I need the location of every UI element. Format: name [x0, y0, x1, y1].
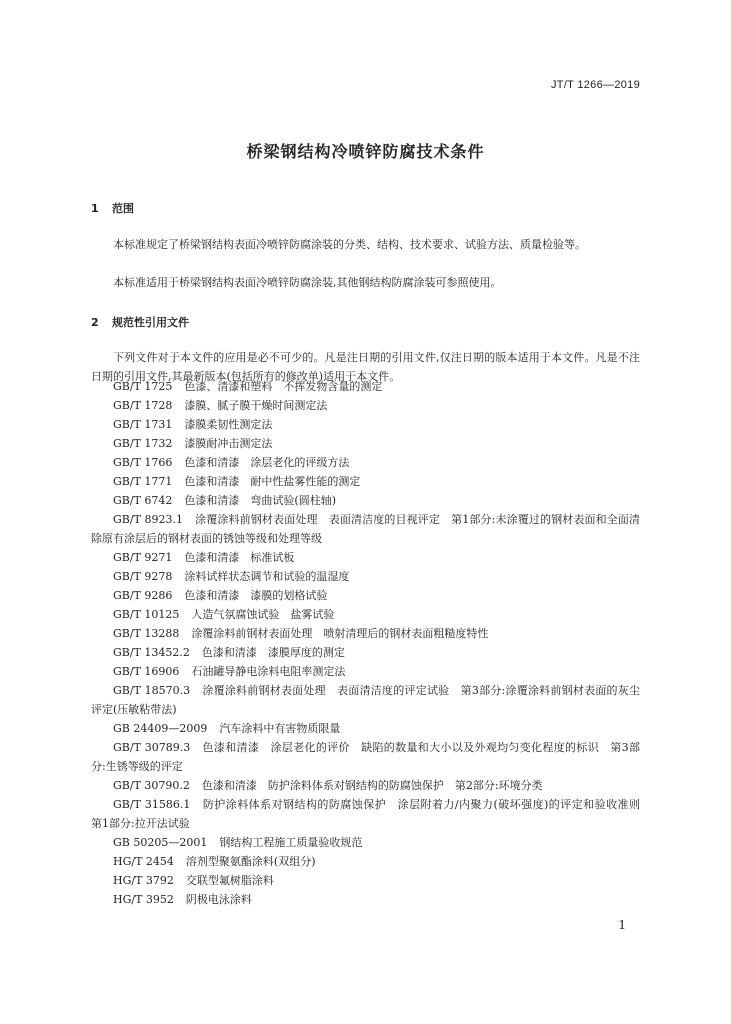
- reference-title: 涂覆涂料前钢材表面处理 表面清洁度的目视评定 第1部分:未涂覆过的钢材表面和全面清除原有涂层后的钢材表面的锈蚀等级和处理等级: [91, 513, 640, 545]
- reference-title: 色漆和清漆 漆膜厚度的测定: [201, 646, 345, 659]
- reference-title: 涂覆涂料前钢材表面处理 喷射清理后的钢材表面粗糙度特性: [191, 627, 489, 640]
- reference-code: GB 50205—2001: [113, 836, 208, 849]
- reference-item: [91, 567, 640, 586]
- reference-code: GB/T 1732: [113, 437, 173, 450]
- reference-title: 色漆和清漆 耐中性盐雾性能的测定: [184, 475, 361, 488]
- document-title: 桥梁钢结构冷喷锌防腐技术条件: [246, 142, 485, 161]
- reference-code: GB/T 9278: [113, 570, 173, 583]
- reference-item: [91, 396, 640, 415]
- reference-title: 色漆和清漆 弯曲试验(圆柱轴): [184, 494, 336, 507]
- reference-code: GB/T 1728: [113, 399, 173, 412]
- section-2-title: 规范性引用文件: [112, 316, 189, 329]
- reference-item: [91, 776, 640, 795]
- reference-item: [91, 415, 640, 434]
- standard-code: JT/T 1266—2019: [551, 79, 640, 91]
- reference-code: GB/T 9271: [113, 551, 173, 564]
- section-1-title: 范围: [112, 202, 134, 215]
- reference-item: [91, 605, 640, 624]
- reference-item: [91, 795, 651, 833]
- reference-title: 涂覆涂料前钢材表面处理 表面清洁度的评定试验 第3部分:涂覆涂料前钢材表面的灰尘评定(压敏粘带法): [91, 684, 641, 716]
- reference-item: [91, 852, 640, 871]
- section-2-number: 2: [91, 316, 99, 329]
- reference-code: HG/T 3792: [113, 874, 174, 887]
- reference-code: HG/T 2454: [113, 855, 174, 868]
- reference-item: [91, 738, 640, 776]
- reference-title: 钢结构工程施工质量验收规范: [219, 836, 363, 849]
- reference-title: 防护涂料体系对钢结构的防腐蚀保护 涂层附着力/内聚力(破坏强度)的评定和验收准则 第1部分:拉开法试验: [91, 798, 651, 830]
- reference-code: GB/T 1725: [113, 380, 173, 393]
- reference-code: GB/T 18570.3: [113, 684, 191, 697]
- reference-code: GB/T 6742: [113, 494, 173, 507]
- reference-title: 石油罐导静电涂料电阻率测定法: [191, 665, 346, 678]
- reference-title: 溶剂型聚氨酯涂料(双组分): [185, 855, 316, 868]
- reference-title: 色漆和清漆 涂层老化的评级方法: [184, 456, 350, 469]
- reference-item: [91, 434, 640, 453]
- section-2-heading: [91, 314, 189, 330]
- reference-code: GB/T 1766: [113, 456, 173, 469]
- reference-item: [91, 643, 640, 662]
- reference-item: [91, 586, 640, 605]
- reference-item: [91, 548, 640, 567]
- reference-title: 色漆和清漆 标准试板: [184, 551, 295, 564]
- reference-code: GB/T 31586.1: [113, 798, 191, 811]
- reference-code: GB/T 9286: [113, 589, 173, 602]
- reference-item: [91, 681, 640, 719]
- reference-code: GB/T 13452.2: [113, 646, 190, 659]
- reference-item: [91, 624, 640, 643]
- section-1-number: 1: [91, 202, 99, 215]
- reference-title: 色漆和清漆 防护涂料体系对钢结构的防腐蚀保护 第2部分:环境分类: [201, 779, 543, 792]
- section-1-heading: [91, 200, 134, 216]
- reference-title: 汽车涂料中有害物质限量: [219, 722, 341, 735]
- reference-item: [91, 510, 640, 548]
- normative-references-list: [91, 377, 651, 909]
- reference-title: 色漆和清漆 涂层老化的评价 缺陷的数量和大小以及外观均匀变化程度的标识 第3部分:生锈等级的评定: [91, 741, 640, 773]
- reference-item: [91, 833, 640, 852]
- reference-code: GB/T 30790.2: [113, 779, 190, 792]
- reference-title: 漆膜、腻子膜干燥时间测定法: [184, 399, 328, 412]
- reference-item: [91, 871, 640, 890]
- section-2-intro: 下列文件对于本文件的应用是必不可少的。凡是注日期的引用文件,仅注日期的版本适用于本文件。凡是不注日期的引用文件,其最新版本(包括所有的修改单)适用于本文件。: [91, 351, 640, 383]
- section-1-paragraph-2: 本标准适用于桥梁钢结构表面冷喷锌防腐涂装,其他钢结构防腐涂装可参照使用。: [113, 276, 502, 289]
- page-number: 1: [618, 918, 626, 932]
- reference-title: 漆膜柔韧性测定法: [184, 418, 273, 431]
- reference-code: GB/T 13288: [113, 627, 180, 640]
- reference-title: 涂料试样状态调节和试验的温湿度: [184, 570, 350, 583]
- reference-title: 阴极电泳涂料: [185, 893, 252, 906]
- reference-code: GB/T 8923.1: [113, 513, 184, 526]
- reference-item: [91, 472, 640, 491]
- reference-code: GB/T 1771: [113, 475, 173, 488]
- reference-code: HG/T 3952: [113, 893, 174, 906]
- reference-code: GB/T 16906: [113, 665, 180, 678]
- reference-code: GB/T 1731: [113, 418, 173, 431]
- reference-title: 交联型氟树脂涂料: [185, 874, 274, 887]
- reference-item: [91, 719, 640, 738]
- reference-item: [91, 491, 640, 510]
- reference-item: [91, 453, 640, 472]
- reference-title: 漆膜耐冲击测定法: [184, 437, 273, 450]
- reference-item: [91, 662, 640, 681]
- section-1-paragraph-1: 本标准规定了桥梁钢结构表面冷喷锌防腐涂装的分类、结构、技术要求、试验方法、质量检验等。: [113, 238, 586, 251]
- reference-item: [91, 377, 640, 396]
- reference-item: [91, 890, 640, 909]
- reference-title: 色漆、清漆和塑料 不挥发物含量的测定: [184, 380, 383, 393]
- reference-code: GB 24409—2009: [113, 722, 208, 735]
- reference-code: GB/T 30789.3: [113, 741, 191, 754]
- reference-title: 色漆和清漆 漆膜的划格试验: [184, 589, 328, 602]
- reference-code: GB/T 10125: [113, 608, 180, 621]
- reference-title: 人造气氛腐蚀试验 盐雾试验: [191, 608, 335, 621]
